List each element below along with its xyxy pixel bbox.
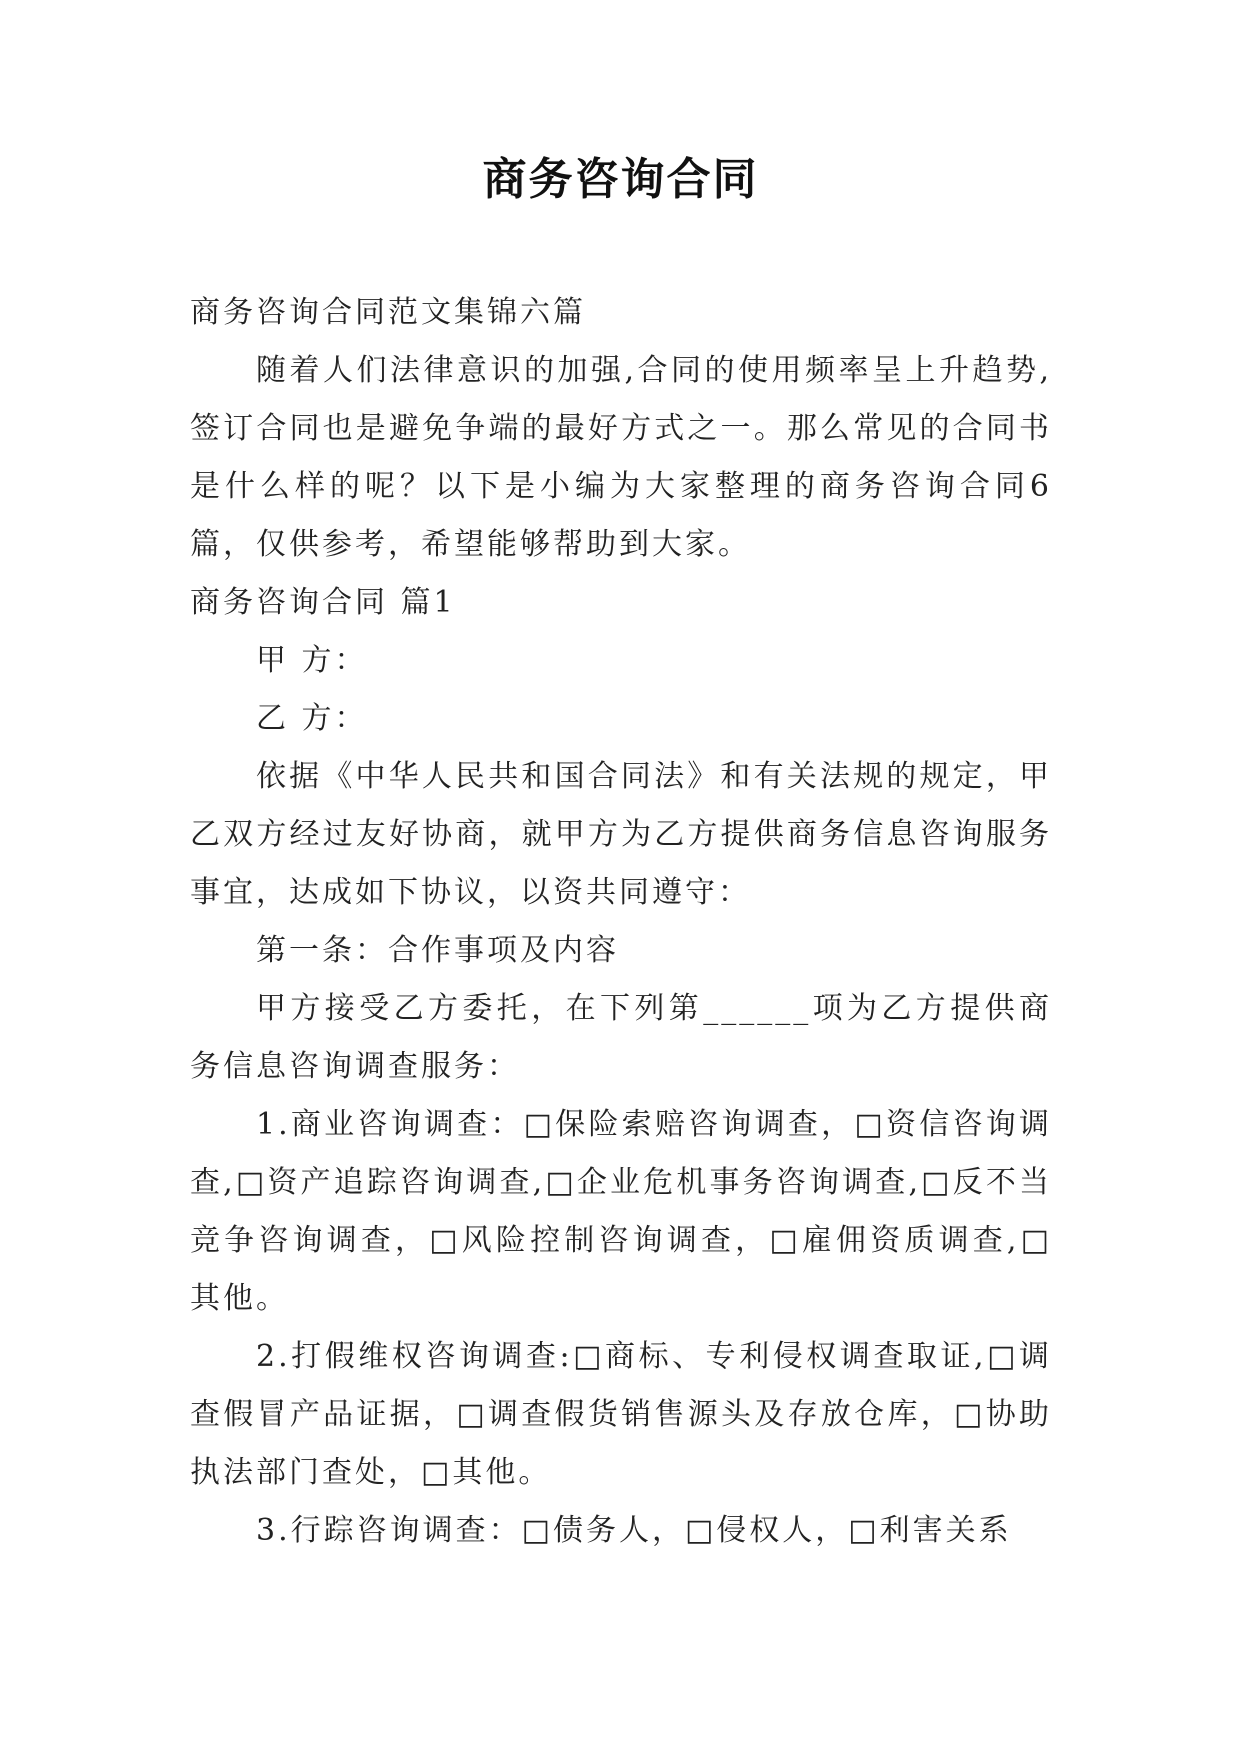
paragraph-legal-basis: 依据《中华人民共和国合同法》和有关法规的规定，甲乙双方经过友好协商，就甲方为乙方提供商务信息咨询服务事宜，达成如下协议，以资共同遵守： [190,759,1052,910]
paragraph-article-one: 第一条：合作事项及内容 [256,933,619,968]
document-body [190,284,1052,1560]
paragraph-section-heading: 商务咨询合同 篇1 [190,585,456,620]
paragraph-party-a: 甲 方： [256,643,368,678]
document-title: 商务咨询合同 [482,154,759,205]
paragraph-service-scope: 甲方接受乙方委托，在下列第______项为乙方提供商务信息咨询调查服务： [190,991,1052,1084]
paragraph-item-3: 3.行踪咨询调查：□债务人，□侵权人，□利害关系 [256,1513,1012,1548]
paragraph-item-1: 1.商业咨询调查：□保险索赔咨询调查，□资信咨询调查,□资产追踪咨询调查,□企业危机事务咨询调查,□反不当竞争咨询调查，□风险控制咨询调查，□雇佣资质调查,□其他。 [190,1107,1052,1316]
paragraph-intro: 随着人们法律意识的加强,合同的使用频率呈上升趋势,签订合同也是避免争端的最好方式之一。那么常见的合同书是什么样的呢？以下是小编为大家整理的商务咨询合同6篇，仅供参考，希望能够帮助到大家。 [190,353,1052,562]
paragraph-party-b: 乙 方： [256,701,368,736]
paragraph-subtitle: 商务咨询合同范文集锦六篇 [190,295,586,330]
paragraph-item-2: 2.打假维权咨询调查:□商标、专利侵权调查取证,□调查假冒产品证据，□调查假货销售源头及存放仓库，□协助执法部门查处，□其他。 [190,1339,1052,1490]
